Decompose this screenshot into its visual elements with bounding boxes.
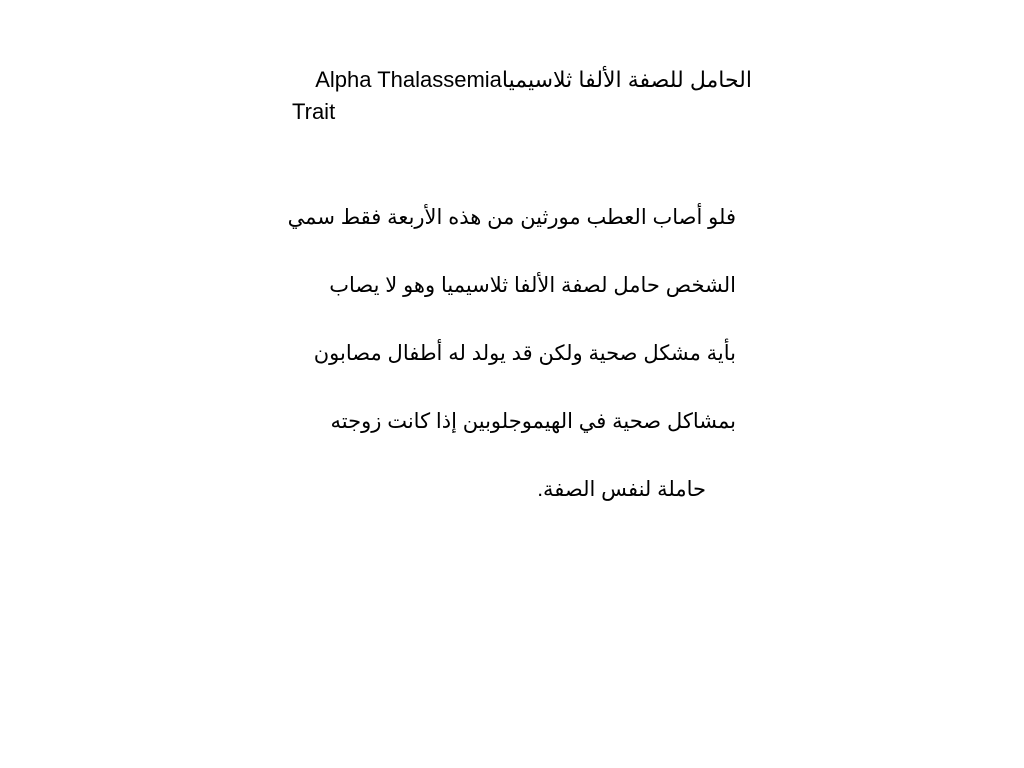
body-line-5: حاملة لنفس الصفة. <box>537 478 706 501</box>
body-line-4: بمشاكل صحية في الهيموجلوبين إذا كانت زوجته <box>330 410 736 433</box>
slide-body-text <box>264 196 736 536</box>
slide-title-line-1: الحامل للصفة الألفا ثلاسيمياAlpha Thalassemia <box>315 67 752 92</box>
body-line-2: الشخص حامل لصفة الألفا ثلاسيميا وهو لا يصاب <box>329 274 736 297</box>
body-line-1: فلو أصاب العطب مورثين من هذه الأربعة فقط سمي <box>287 206 736 229</box>
slide-title-line-2: Trait <box>292 99 336 124</box>
body-line-3: بأية مشكل صحية ولكن قد يولد له أطفال مصابون <box>313 342 736 365</box>
slide-title <box>292 64 752 128</box>
